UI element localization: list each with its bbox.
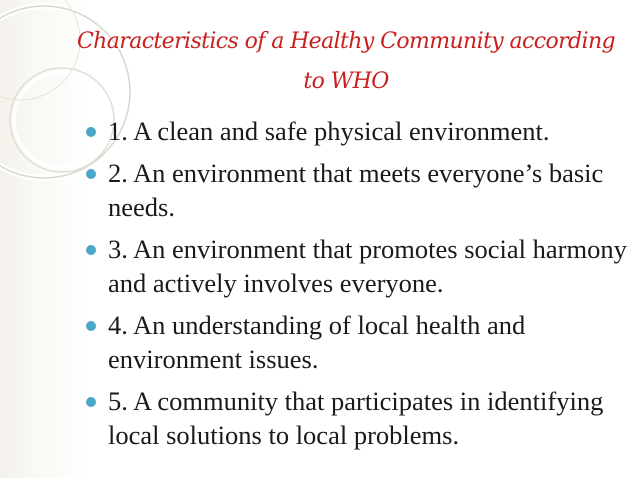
bullet-dot-icon xyxy=(86,245,96,255)
bullet-item-2 xyxy=(88,156,628,224)
bullet-dot-icon xyxy=(86,127,96,137)
bullet-dot-icon xyxy=(86,321,96,331)
bullet-dot-icon xyxy=(86,397,96,407)
slide-title-line-1: Characteristics of a Healthy Community according xyxy=(76,29,616,54)
bullet-text: 3. An environment that promotes social harmony and actively involves everyone. xyxy=(108,234,627,298)
slide-title-line-2: to WHO xyxy=(303,69,389,94)
bullet-item-3 xyxy=(88,232,628,300)
bullet-item-5 xyxy=(88,384,628,452)
slide-title xyxy=(60,22,632,102)
bullet-text: 5. A community that participates in identifying local solutions to local problems. xyxy=(108,386,604,450)
bullet-dot-icon xyxy=(86,169,96,179)
bullet-item-4 xyxy=(88,308,628,376)
bullet-text: 2. An environment that meets everyone’s basic needs. xyxy=(108,158,604,222)
bullet-list xyxy=(88,114,628,460)
bullet-text: 1. A clean and safe physical environment. xyxy=(108,116,550,146)
bullet-text: 4. An understanding of local health and environment issues. xyxy=(108,310,526,374)
bullet-item-1 xyxy=(88,114,628,148)
